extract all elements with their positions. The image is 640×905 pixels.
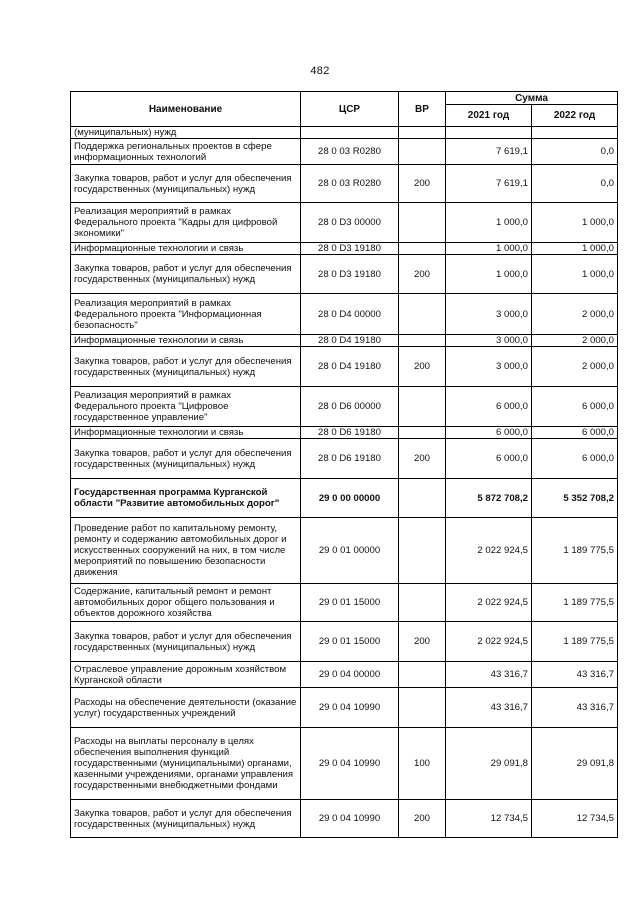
- row-sum-2021: 7 619,1: [446, 165, 532, 203]
- row-name: Закупка товаров, работ и услуг для обеспечения государственных (муниципальных) нужд: [71, 165, 301, 203]
- row-name: Проведение работ по капитальному ремонту, ремонту и содержанию автомобильных дорог и искусственных сооружений на них, в том числе мероприятий по повышению безопасности движения: [71, 518, 301, 584]
- table-row: [71, 347, 618, 387]
- header-vr: ВР: [399, 92, 446, 127]
- row-name: Закупка товаров, работ и услуг для обеспечения государственных (муниципальных) нужд: [71, 347, 301, 387]
- row-csr: 28 0 03 R0280: [301, 139, 399, 165]
- row-name: Закупка товаров, работ и услуг для обеспечения государственных (муниципальных) нужд: [71, 255, 301, 294]
- row-sum-2022: 1 000,0: [532, 243, 618, 255]
- row-sum-2022: 6 000,0: [532, 439, 618, 479]
- row-vr: [399, 127, 446, 139]
- row-name: Реализация мероприятий в рамках Федерального проекта "Цифровое государственное управление": [71, 387, 301, 427]
- table-row: [71, 622, 618, 662]
- row-name: Закупка товаров, работ и услуг для обеспечения государственных (муниципальных) нужд: [71, 439, 301, 479]
- row-name: Реализация мероприятий в рамках Федерального проекта "Кадры для цифровой экономики": [71, 203, 301, 243]
- row-name: Государственная программа Курганской области "Развитие автомобильных дорог": [71, 479, 301, 518]
- table-row: [71, 203, 618, 243]
- row-name: Реализация мероприятий в рамках Федерального проекта "Информационная безопасность": [71, 294, 301, 335]
- row-sum-2022: 43 316,7: [532, 688, 618, 728]
- row-sum-2021: 1 000,0: [446, 243, 532, 255]
- row-sum-2022: 12 734,5: [532, 800, 618, 838]
- row-sum-2022: 6 000,0: [532, 427, 618, 439]
- row-vr: 200: [399, 255, 446, 294]
- row-name: Расходы на выплаты персоналу в целях обеспечения выполнения функций государственными (муниципальными) органами, казенными учреждениями, органами управления государственными внебюджетными фондами: [71, 728, 301, 800]
- row-vr: [399, 427, 446, 439]
- row-vr: [399, 203, 446, 243]
- row-sum-2021: 2 022 924,5: [446, 518, 532, 584]
- row-sum-2021: 7 619,1: [446, 139, 532, 165]
- row-csr: 28 0 D6 00000: [301, 387, 399, 427]
- row-csr: 28 0 D6 19180: [301, 439, 399, 479]
- row-name: Информационные технологии и связь: [71, 335, 301, 347]
- table-row: [71, 662, 618, 688]
- row-name: Поддержка региональных проектов в сфере информационных технологий: [71, 139, 301, 165]
- table-row: [71, 518, 618, 584]
- row-sum-2022: 5 352 708,2: [532, 479, 618, 518]
- header-year-2021: 2021 год: [446, 105, 532, 127]
- row-csr: 28 0 D4 19180: [301, 335, 399, 347]
- row-sum-2022: 0,0: [532, 139, 618, 165]
- row-sum-2022: 29 091,8: [532, 728, 618, 800]
- row-csr: 28 0 D6 19180: [301, 427, 399, 439]
- table-row: [71, 165, 618, 203]
- row-vr: [399, 335, 446, 347]
- row-sum-2022: 1 000,0: [532, 203, 618, 243]
- row-vr: 200: [399, 165, 446, 203]
- header-year-2022: 2022 год: [532, 105, 618, 127]
- budget-table: [70, 91, 618, 838]
- row-sum-2022: 2 000,0: [532, 294, 618, 335]
- table-row: [71, 387, 618, 427]
- row-vr: [399, 139, 446, 165]
- row-csr: 29 0 01 00000: [301, 518, 399, 584]
- header-csr: ЦСР: [301, 92, 399, 127]
- row-csr: 29 0 04 10990: [301, 728, 399, 800]
- row-sum-2021: 6 000,0: [446, 439, 532, 479]
- row-sum-2021: 1 000,0: [446, 203, 532, 243]
- row-sum-2021: 2 022 924,5: [446, 584, 532, 622]
- row-vr: [399, 584, 446, 622]
- table-row: [71, 127, 618, 139]
- table-row: [71, 688, 618, 728]
- row-sum-2021: 12 734,5: [446, 800, 532, 838]
- row-sum-2022: 2 000,0: [532, 347, 618, 387]
- row-vr: [399, 243, 446, 255]
- table-row: [71, 335, 618, 347]
- table-row: [71, 800, 618, 838]
- table-row: [71, 728, 618, 800]
- row-name: (муниципальных) нужд: [71, 127, 301, 139]
- row-sum-2021: 29 091,8: [446, 728, 532, 800]
- row-name: Содержание, капитальный ремонт и ремонт автомобильных дорог общего пользования и объектов дорожного хозяйства: [71, 584, 301, 622]
- row-sum-2021: 43 316,7: [446, 662, 532, 688]
- row-sum-2021: 2 022 924,5: [446, 622, 532, 662]
- row-sum-2021: 3 000,0: [446, 294, 532, 335]
- row-vr: 100: [399, 728, 446, 800]
- table-row: [71, 479, 618, 518]
- row-sum-2021: 1 000,0: [446, 255, 532, 294]
- row-name: Закупка товаров, работ и услуг для обеспечения государственных (муниципальных) нужд: [71, 622, 301, 662]
- row-sum-2022: 2 000,0: [532, 335, 618, 347]
- table-row: [71, 427, 618, 439]
- row-vr: [399, 518, 446, 584]
- row-sum-2022: 1 000,0: [532, 255, 618, 294]
- header-sum: Сумма: [446, 92, 618, 105]
- table-row: [71, 294, 618, 335]
- row-sum-2021: [446, 127, 532, 139]
- row-name: Отраслевое управление дорожным хозяйством Курганской области: [71, 662, 301, 688]
- table-row: [71, 584, 618, 622]
- table-body: [71, 127, 618, 838]
- row-name: Закупка товаров, работ и услуг для обеспечения государственных (муниципальных) нужд: [71, 800, 301, 838]
- row-vr: 200: [399, 347, 446, 387]
- row-vr: [399, 688, 446, 728]
- table-row: [71, 255, 618, 294]
- row-sum-2022: 6 000,0: [532, 387, 618, 427]
- row-csr: 28 0 D3 00000: [301, 203, 399, 243]
- row-name: Информационные технологии и связь: [71, 427, 301, 439]
- row-sum-2022: 43 316,7: [532, 662, 618, 688]
- row-vr: 200: [399, 622, 446, 662]
- row-csr: 29 0 01 15000: [301, 584, 399, 622]
- row-vr: [399, 662, 446, 688]
- row-vr: [399, 294, 446, 335]
- row-sum-2021: 5 872 708,2: [446, 479, 532, 518]
- row-sum-2021: 3 000,0: [446, 347, 532, 387]
- row-sum-2021: 3 000,0: [446, 335, 532, 347]
- row-sum-2021: 6 000,0: [446, 427, 532, 439]
- row-csr: 29 0 04 00000: [301, 662, 399, 688]
- row-vr: 200: [399, 439, 446, 479]
- row-vr: [399, 479, 446, 518]
- row-csr: 28 0 D3 19180: [301, 255, 399, 294]
- row-sum-2022: 0,0: [532, 165, 618, 203]
- row-csr: 29 0 04 10990: [301, 688, 399, 728]
- row-sum-2022: 1 189 775,5: [532, 584, 618, 622]
- table-row: [71, 243, 618, 255]
- row-csr: 28 0 D4 00000: [301, 294, 399, 335]
- row-sum-2022: 1 189 775,5: [532, 518, 618, 584]
- row-sum-2022: [532, 127, 618, 139]
- row-name: Информационные технологии и связь: [71, 243, 301, 255]
- row-csr: 29 0 01 15000: [301, 622, 399, 662]
- header-name: Наименование: [71, 92, 301, 127]
- page-number: 482: [310, 65, 330, 77]
- row-vr: [399, 387, 446, 427]
- row-name: Расходы на обеспечение деятельности (оказание услуг) государственных учреждений: [71, 688, 301, 728]
- row-sum-2022: 1 189 775,5: [532, 622, 618, 662]
- row-csr: 29 0 04 10990: [301, 800, 399, 838]
- row-csr: 28 0 D3 19180: [301, 243, 399, 255]
- row-csr: 28 0 D4 19180: [301, 347, 399, 387]
- row-sum-2021: 6 000,0: [446, 387, 532, 427]
- table-row: [71, 439, 618, 479]
- row-csr: 29 0 00 00000: [301, 479, 399, 518]
- row-vr: 200: [399, 800, 446, 838]
- table-row: [71, 139, 618, 165]
- row-sum-2021: 43 316,7: [446, 688, 532, 728]
- row-csr: 28 0 03 R0280: [301, 165, 399, 203]
- row-csr: [301, 127, 399, 139]
